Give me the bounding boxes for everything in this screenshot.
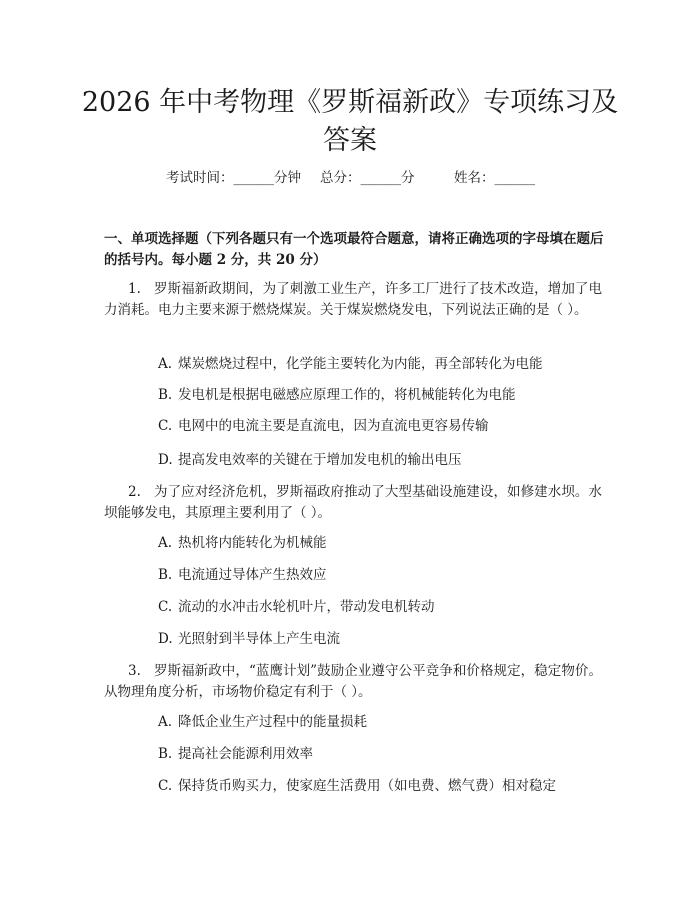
- question-1-option-c: [158, 416, 608, 436]
- question-number: 3.: [128, 663, 141, 679]
- question-1-option-d: [158, 450, 608, 470]
- option-text: 煤炭燃烧过程中，化学能主要转化为内能，再全部转化为电能: [178, 356, 543, 372]
- option-text: 流动的水冲击水轮机叶片，带动发电机转动: [178, 599, 435, 615]
- option-text: 提高社会能源利用效率: [178, 746, 313, 762]
- question-2-option-b: [158, 565, 608, 585]
- option-letter: A.: [158, 356, 173, 372]
- option-text: 热机将内能转化为机械能: [178, 535, 327, 551]
- option-text: 发电机是根据电磁感应原理工作的，将机械能转化为电能: [178, 387, 516, 403]
- option-letter: A.: [158, 714, 173, 730]
- name-field: 姓名：______: [454, 170, 535, 186]
- option-text: 提高发电效率的关键在于增加发电机的输出电压: [178, 452, 462, 468]
- option-letter: C.: [158, 418, 173, 434]
- question-1: [104, 279, 602, 321]
- option-letter: D.: [158, 631, 173, 647]
- question-number: 1.: [128, 281, 141, 297]
- option-text: 电网中的电流主要是直流电，因为直流电更容易传输: [178, 418, 489, 434]
- option-text: 保持货币购买力，使家庭生活费用（如电费、燃气费）相对稳定: [178, 778, 556, 794]
- question-1-option-b: [158, 385, 608, 405]
- question-3-option-a: [158, 712, 608, 732]
- question-2-option-c: [158, 597, 608, 617]
- option-letter: D.: [158, 452, 173, 468]
- option-letter: B.: [158, 567, 173, 583]
- exam-time-field: 考试时间：______分钟: [166, 170, 301, 186]
- question-text: 罗斯福新政中，“蓝鹰计划”鼓励企业遵守公平竞争和价格规定，稳定物价。从物理角度分析，市场物价稳定有利于（ ）。: [104, 663, 602, 700]
- question-3-option-c: [158, 776, 608, 796]
- option-text: 光照射到半导体上产生电流: [178, 631, 340, 647]
- option-text: 降低企业生产过程中的能量损耗: [178, 714, 367, 730]
- section-heading: 一、单项选择题（下列各题只有一个选项最符合题意，请将正确选项的字母填在题后的括号内。每小题 2 分，共 20 分）: [104, 231, 604, 268]
- option-text: 电流通过导体产生热效应: [178, 567, 327, 583]
- option-letter: B.: [158, 387, 173, 403]
- total-score-field: 总分：______分: [320, 170, 415, 186]
- document-title: [60, 84, 640, 160]
- option-letter: B.: [158, 746, 173, 762]
- question-2-option-d: [158, 629, 608, 649]
- option-letter: C.: [158, 778, 173, 794]
- question-1-option-a: [158, 354, 608, 374]
- question-2: [104, 482, 602, 524]
- title-line-1: 2026 年中考物理《罗斯福新政》专项练习及: [81, 87, 619, 118]
- question-text: 罗斯福新政期间，为了刺激工业生产，许多工厂进行了技术改造，增加了电力消耗。电力主要来源于燃烧煤炭。关于煤炭燃烧发电，下列说法正确的是（ ）。: [104, 281, 602, 318]
- title-line-2: 答案: [323, 125, 377, 156]
- question-2-option-a: [158, 533, 608, 553]
- question-text: 为了应对经济危机，罗斯福政府推动了大型基础设施建设，如修建水坝。水坝能够发电，其原理主要利用了（ ）。: [104, 484, 602, 521]
- question-3-option-b: [158, 744, 608, 764]
- question-3: [104, 661, 602, 703]
- question-number: 2.: [128, 484, 141, 500]
- option-letter: A.: [158, 535, 173, 551]
- option-letter: C.: [158, 599, 173, 615]
